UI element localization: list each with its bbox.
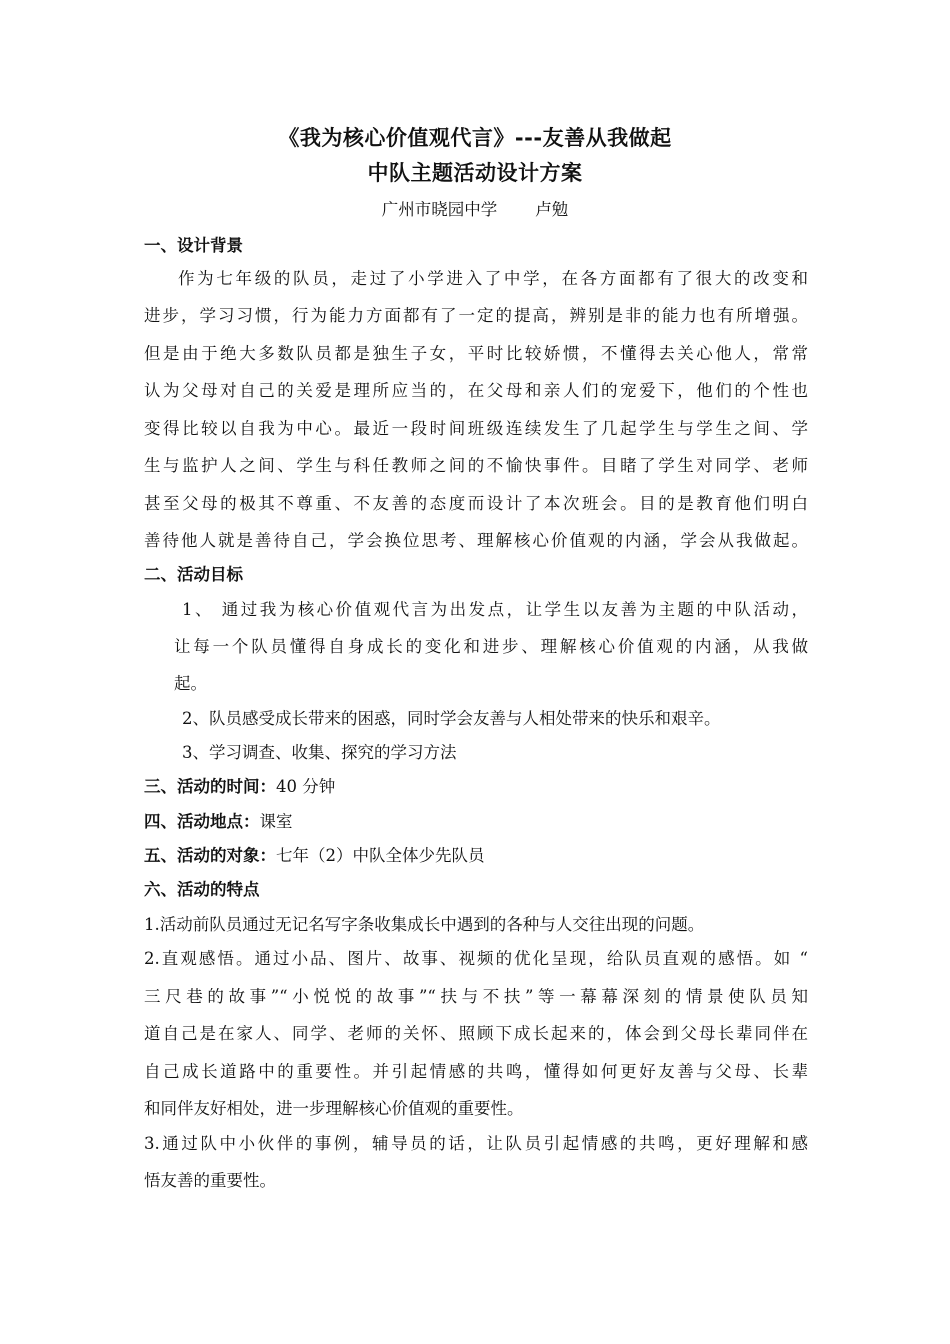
author-name: 卢勉 bbox=[535, 200, 569, 219]
byline bbox=[0, 197, 950, 223]
time-value: 40 分钟 bbox=[276, 777, 336, 796]
paragraph-line: 作为七年级的队员，走过了小学进入了中学，在各方面都有了很大的改变和 bbox=[178, 269, 808, 288]
goal-item: 3、学习调查、收集、探究的学习方法 bbox=[182, 743, 457, 762]
section-heading-features: 六、活动的特点 bbox=[144, 880, 260, 899]
paragraph-line: 进步，学习习惯，行为能力方面都有了一定的提高，辨别是非的能力也有所增强。 bbox=[144, 306, 808, 325]
section-place bbox=[144, 809, 293, 835]
section-heading-background: 一、设计背景 bbox=[144, 236, 243, 255]
feature-item: 3.通过队中小伙伴的事例，辅导员的话，让队员引起情感的共鸣，更好理解和感 bbox=[144, 1134, 808, 1153]
document-title: 《我为核心价值观代言》---友善从我做起 bbox=[278, 126, 672, 150]
paragraph-line: 认为父母对自己的关爱是理所应当的，在父母和亲人们的宠爱下，他们的个性也 bbox=[144, 381, 808, 400]
goal-item: 2、队员感受成长带来的困惑，同时学会友善与人相处带来的快乐和艰辛。 bbox=[182, 709, 721, 728]
goal-item-continued: 起。 bbox=[174, 674, 207, 693]
section-target bbox=[144, 843, 485, 869]
paragraph-line: 但是由于绝大多数队员都是独生子女，平时比较娇惯，不懂得去关心他人，常常 bbox=[144, 344, 808, 363]
target-value: 七年（2）中队全体少先队员 bbox=[276, 846, 485, 865]
paragraph-line: 变得比较以自我为中心。最近一段时间班级连续发生了几起学生与学生之间、学 bbox=[144, 419, 808, 438]
section-heading-goals: 二、活动目标 bbox=[144, 565, 243, 584]
place-value: 课室 bbox=[259, 812, 293, 831]
feature-item-continued: 悟友善的重要性。 bbox=[144, 1171, 276, 1190]
feature-item-continued: 和同伴友好相处，进一步理解核心价值观的重要性。 bbox=[144, 1099, 524, 1118]
document-subtitle: 中队主题活动设计方案 bbox=[367, 161, 583, 185]
goal-item: 1、 通过我为核心价值观代言为出发点，让学生以友善为主题的中队活动， bbox=[182, 600, 808, 619]
section-heading-time: 三、活动的时间： bbox=[144, 777, 276, 796]
school-name: 广州市晓园中学 bbox=[381, 200, 498, 219]
feature-item-continued: 道自己是在家人、同学、老师的关怀、照顾下成长起来的，体会到父母长辈同伴在 bbox=[144, 1024, 808, 1043]
section-time bbox=[144, 774, 335, 800]
goal-item-continued: 让每一个队员懂得自身成长的变化和进步、理解核心价值观的内涵，从我做 bbox=[174, 637, 808, 656]
paragraph-line: 善待他人就是善待自己，学会换位思考、理解核心价值观的内涵，学会从我做起。 bbox=[144, 531, 808, 550]
paragraph-line: 生与监护人之间、学生与科任教师之间的不愉快事件。目睹了学生对同学、老师 bbox=[144, 456, 808, 475]
paragraph-line: 甚至父母的极其不尊重、不友善的态度而设计了本次班会。目的是教育他们明白 bbox=[144, 494, 808, 513]
section-heading-target: 五、活动的对象： bbox=[144, 846, 276, 865]
feature-item-continued: 自己成长道路中的重要性。并引起情感的共鸣，懂得如何更好友善与父母、长辈 bbox=[144, 1062, 808, 1081]
feature-item-continued: 三尺巷的故事”“小悦悦的故事”“扶与不扶”等一幕幕深刻的情景使队员知 bbox=[144, 987, 808, 1006]
feature-item: 2.直观感悟。通过小品、图片、故事、视频的优化呈现，给队员直观的感悟。如 “ bbox=[144, 949, 808, 968]
feature-item: 1.活动前队员通过无记名写字条收集成长中遇到的各种与人交往出现的问题。 bbox=[144, 915, 705, 934]
section-heading-place: 四、活动地点： bbox=[144, 812, 260, 831]
